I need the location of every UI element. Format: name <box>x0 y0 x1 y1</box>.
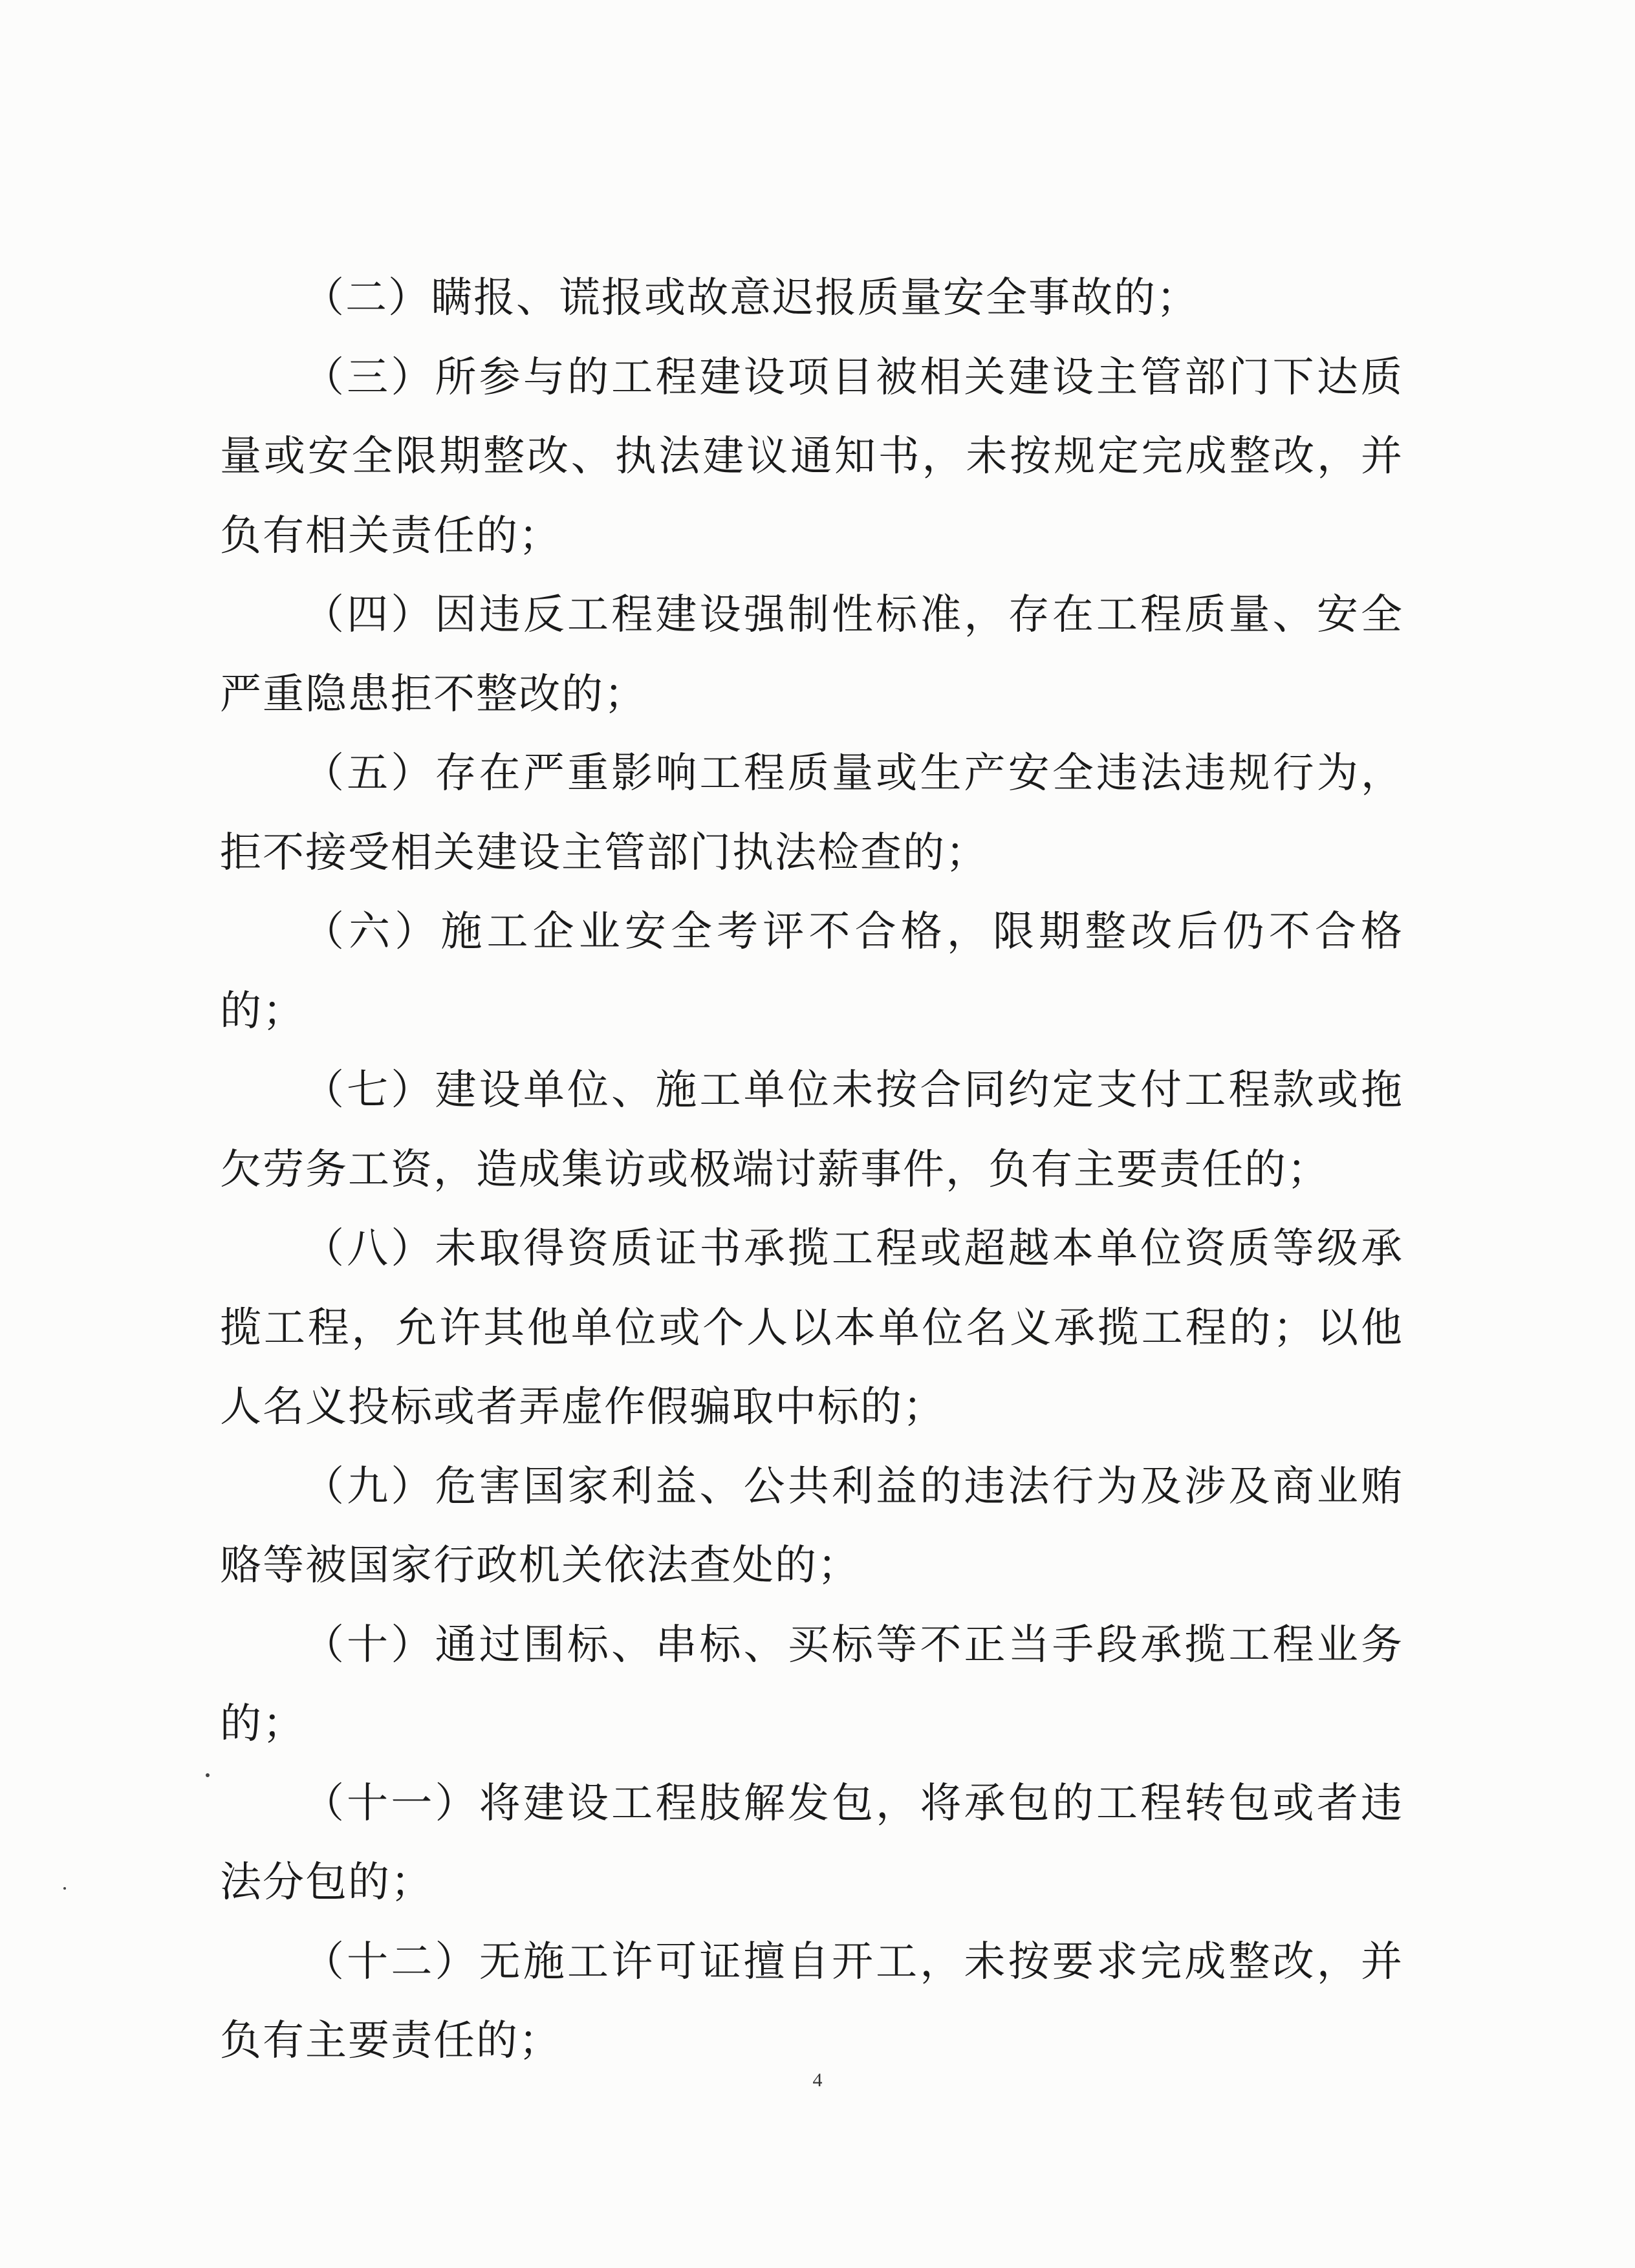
page-number: 4 <box>812 2069 823 2091</box>
paragraph-item-6: （六）施工企业安全考评不合格，限期整改后仍不合格的； <box>220 908 1403 1035</box>
paragraph-item-2: （二）瞒报、谎报或故意迟报质量安全事故的； <box>303 274 1199 322</box>
paragraph-item-12: （十二）无施工许可证擅自开工，未按要求完成整改，并负有主要责任的； <box>220 1938 1403 2065</box>
paragraph-item-5: （五）存在严重影响工程质量或生产安全违法违规行为，拒不接受相关建设主管部门执法检查的； <box>220 750 1403 877</box>
scan-speck <box>206 1773 210 1777</box>
paragraph-item-9: （九）危害国家利益、公共利益的违法行为及涉及商业贿赂等被国家行政机关依法查处的； <box>220 1462 1403 1590</box>
scan-speck <box>63 1887 66 1890</box>
document-body <box>220 259 1403 2081</box>
paragraph-item-11: （十一）将建设工程肢解发包，将承包的工程转包或者违法分包的； <box>220 1779 1403 1906</box>
paragraph-item-3: （三）所参与的工程建设项目被相关建设主管部门下达质量或安全限期整改、执法建议通知书，未按规定完成整改，并负有相关责任的； <box>220 353 1403 560</box>
paragraph-item-10: （十）通过围标、串标、买标等不正当手段承揽工程业务的； <box>220 1621 1403 1748</box>
paragraph-item-4: （四）因违反工程建设强制性标准，存在工程质量、安全严重隐患拒不整改的； <box>220 591 1403 718</box>
paragraph-item-8: （八）未取得资质证书承揽工程或超越本单位资质等级承揽工程，允许其他单位或个人以本单位名义承揽工程的；以他人名义投标或者弄虚作假骗取中标的； <box>220 1225 1403 1431</box>
paragraph-item-7: （七）建设单位、施工单位未按合同约定支付工程款或拖欠劳务工资，造成集访或极端讨薪事件，负有主要责任的； <box>220 1066 1403 1194</box>
